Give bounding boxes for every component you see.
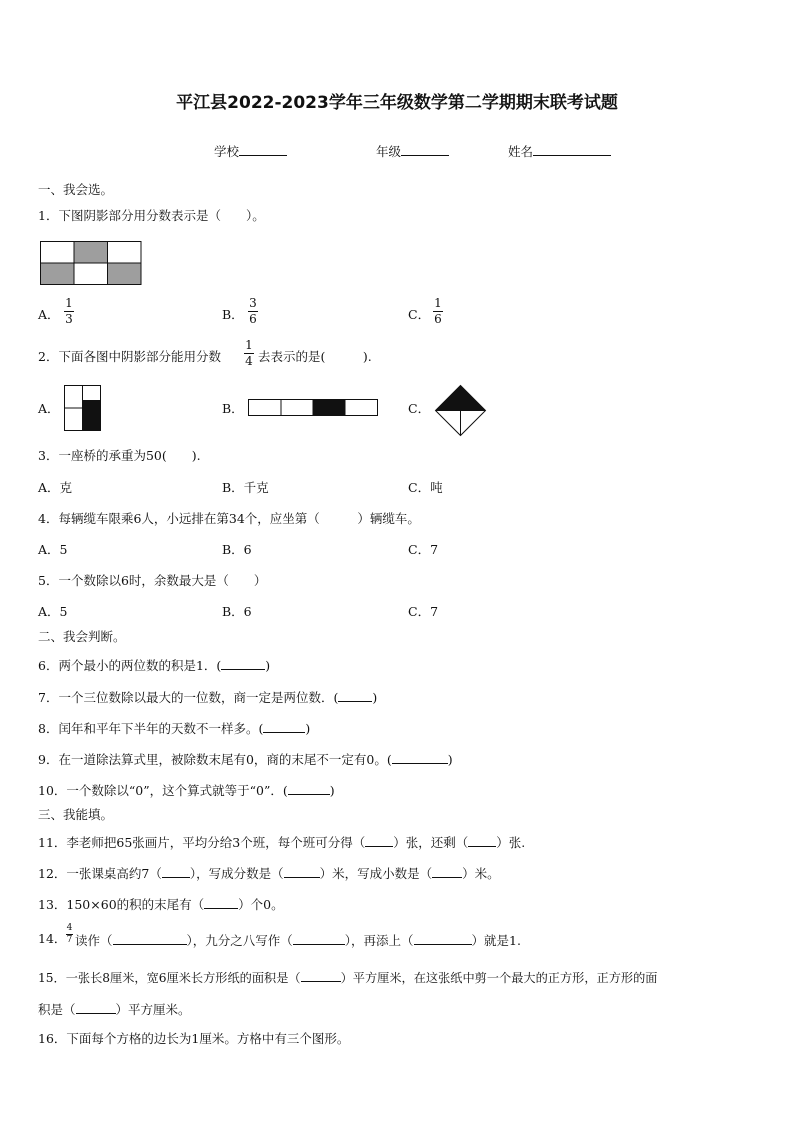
q4-option-b[interactable]: B．6	[222, 542, 252, 557]
q10-close: )	[329, 783, 335, 798]
q1-option-a-fraction[interactable]	[64, 297, 74, 326]
q16-stem: 16．下面每个方格的边长为1厘米。方格中有三个图形。	[38, 1031, 350, 1046]
q1-a-denominator: 3	[65, 312, 73, 326]
q1-grid-cell	[74, 263, 108, 285]
q7-line	[38, 688, 377, 706]
section-heading-fill: 三、我能填。	[38, 807, 114, 822]
q15-text-4: ）平方厘米。	[115, 1002, 191, 1017]
school-field	[214, 142, 287, 160]
q1-a-numerator: 1	[65, 296, 73, 310]
q11-text-3: ）张.	[496, 835, 526, 850]
q1-option-b-label: B．	[222, 307, 244, 322]
q5-option-a[interactable]: A．5	[38, 604, 68, 619]
q15-line-1	[38, 968, 657, 986]
q14-text-1: 读作（	[75, 933, 113, 948]
q5-option-b[interactable]: B．6	[222, 604, 252, 619]
q8-text: 8．闰年和平年下半年的天数不一样多。(	[38, 721, 264, 736]
q9-answer-blank[interactable]	[392, 750, 448, 764]
q11-text-2: ）张，还剩（	[393, 835, 469, 850]
q1-grid-cell	[108, 263, 142, 285]
q15-text-3: 积是（	[38, 1002, 76, 1017]
q2-option-c-figure[interactable]	[435, 385, 487, 437]
q2-option-a-figure[interactable]	[64, 385, 102, 431]
q5-stem: 5．一个数除以6时，余数最大是（ ）	[38, 573, 267, 588]
q2-option-a-label: A．	[38, 401, 60, 416]
q2-frac-denominator: 4	[245, 354, 253, 368]
q12-text-4: ）米。	[462, 866, 500, 881]
q1-b-numerator: 3	[249, 296, 257, 310]
q6-text: 6．两个最小的两位数的积是1．(	[38, 658, 222, 673]
q1-b-denominator: 6	[249, 312, 257, 326]
school-label: 学校	[214, 144, 240, 159]
q6-line	[38, 656, 270, 674]
q1-c-denominator: 6	[434, 312, 442, 326]
q7-close: )	[372, 690, 378, 705]
q2-option-b-label: B．	[222, 401, 244, 416]
q11-text-1: 11．李老师把65张画片，平均分给3个班，每个班可分得（	[38, 835, 366, 850]
name-field	[508, 142, 611, 160]
q14-numerator: 4	[66, 923, 73, 933]
q13-text-1: 13．150×60的积的末尾有（	[38, 897, 205, 912]
q11-line	[38, 833, 525, 851]
grade-blank[interactable]	[401, 142, 449, 156]
q1-stem: 1．下图阴影部分用分数表示是（ ）。	[38, 208, 265, 223]
q13-line	[38, 895, 284, 913]
q2-stem-pre: 2．下面各图中阴影部分能用分数	[38, 349, 221, 364]
q1-option-a-label: A．	[38, 307, 60, 322]
q5-option-c[interactable]: C．7	[408, 604, 439, 619]
q4-option-c[interactable]: C．7	[408, 542, 439, 557]
q1-grid-cell	[41, 263, 75, 285]
q11-blank-1[interactable]	[365, 833, 393, 847]
q8-answer-blank[interactable]	[263, 719, 305, 733]
q3-stem: 3．一座桥的承重为50( ).	[38, 448, 201, 463]
q2-stem-post: 去表示的是( ).	[258, 349, 372, 364]
q1-grid-cell	[74, 242, 108, 264]
q4-stem: 4．每辆缆车限乘6人，小远排在第34个，应坐第（ ）辆缆车。	[38, 511, 420, 526]
section-heading-judge: 二、我会判断。	[38, 629, 126, 644]
q12-text-2: ），写成分数是（	[189, 866, 284, 881]
q2-stem-fraction	[244, 339, 254, 368]
q9-close: )	[447, 752, 453, 767]
q2-option-c-label: C．	[408, 401, 431, 416]
school-blank[interactable]	[239, 142, 287, 156]
name-blank[interactable]	[533, 142, 611, 156]
q12-text-3: ）米，写成小数是（	[319, 866, 433, 881]
q4-option-a[interactable]: A．5	[38, 542, 68, 557]
q3-option-b[interactable]: B．千克	[222, 480, 269, 495]
q13-blank[interactable]	[204, 895, 238, 909]
q15-line-2	[38, 1000, 191, 1018]
section-heading-choose: 一、我会选。	[38, 182, 114, 197]
q9-line	[38, 750, 453, 768]
q7-text: 7．一个三位数除以最大的一位数，商一定是两位数．(	[38, 690, 339, 705]
q1-c-numerator: 1	[434, 296, 442, 310]
q10-answer-blank[interactable]	[288, 781, 330, 795]
grade-label: 年级	[376, 144, 402, 159]
q14-blank-1[interactable]	[113, 931, 187, 945]
q1-option-c-label: C．	[408, 307, 431, 322]
q10-line	[38, 781, 335, 799]
q14-text-3: ），再添上（	[344, 933, 414, 948]
q11-blank-2[interactable]	[468, 833, 496, 847]
q6-answer-blank[interactable]	[221, 656, 265, 670]
q2-frac-numerator: 1	[245, 338, 253, 352]
q14-denominator: 7	[66, 935, 73, 945]
grade-field	[376, 142, 449, 160]
q2-option-b-figure[interactable]	[248, 399, 379, 417]
q3-option-c[interactable]: C．吨	[408, 480, 443, 495]
q14-number: 14．	[38, 931, 67, 946]
q1-option-b-fraction[interactable]	[248, 297, 258, 326]
q15-blank-1[interactable]	[301, 968, 341, 982]
q1-grid-cell	[41, 242, 75, 264]
q15-text-2: ）平方厘米，在这张纸中剪一个最大的正方形，正方形的面	[340, 971, 658, 985]
q1-option-c-fraction[interactable]	[433, 297, 443, 326]
q12-blank-1[interactable]	[162, 864, 190, 878]
q15-blank-2[interactable]	[76, 1000, 116, 1014]
q14-text-2: ），九分之八写作（	[186, 933, 293, 948]
q3-option-a[interactable]: A．克	[38, 480, 73, 495]
q8-close: )	[305, 721, 311, 736]
q8-line	[38, 719, 310, 737]
q15-text-1: 15．一张长8厘米，宽6厘米长方形纸的面积是（	[38, 971, 301, 985]
q14-line	[75, 931, 521, 949]
q14-blank-2[interactable]	[293, 931, 345, 945]
q13-text-2: ）个0。	[238, 897, 284, 912]
page-title: 平江县2022-2023学年三年级数学第二学期期末联考试题	[176, 93, 618, 113]
q12-blank-3[interactable]	[432, 864, 462, 878]
q12-blank-2[interactable]	[284, 864, 320, 878]
q7-answer-blank[interactable]	[338, 688, 372, 702]
q14-fraction	[66, 924, 73, 945]
q12-text-1: 12．一张课桌高约7（	[38, 866, 162, 881]
q14-blank-3[interactable]	[414, 931, 472, 945]
name-label: 姓名	[508, 144, 534, 159]
q9-text: 9．在一道除法算式里，被除数末尾有0，商的末尾不一定有0。(	[38, 752, 392, 767]
q12-line	[38, 864, 500, 882]
q1-grid-cell	[108, 242, 142, 264]
q14-text-4: ）就是1.	[471, 933, 521, 948]
q10-text: 10．一个数除以“0”，这个算式就等于“0”．(	[38, 783, 288, 798]
q1-grid-figure	[40, 241, 142, 285]
q6-close: )	[265, 658, 271, 673]
